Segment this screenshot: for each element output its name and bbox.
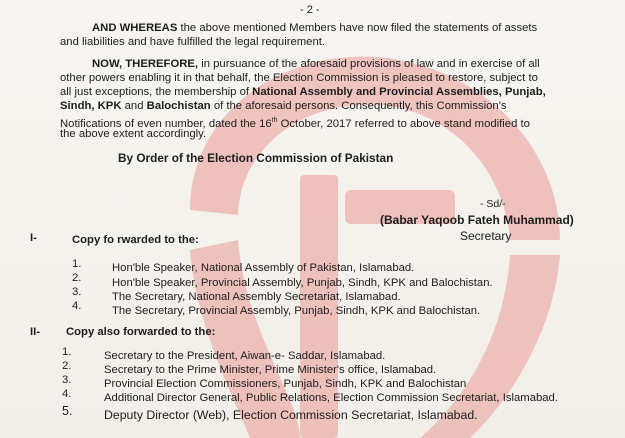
section1-item-1-num: 1. (72, 258, 82, 270)
section1-marker: I- (30, 232, 37, 244)
para1-line2: and liabilities and have fulfilled the legal requirement. (60, 36, 326, 48)
para1-lead: AND WHEREAS (92, 22, 178, 34)
section1-item-4: The Secretary, Provincial Assembly, Punjab, Sindh, KPK and Balochistan. (112, 305, 481, 317)
section1-item-1: Hon'ble Speaker, National Assembly of Pakistan, Islamabad. (112, 262, 415, 274)
section2-heading: Copy also forwarded to the: (66, 326, 216, 338)
order-line: By Order of the Election Commission of Pakistan (118, 151, 394, 165)
section2-marker: II- (30, 326, 41, 338)
section2-item-4: Additional Director General, Public Relations, Election Commission Secretariat, Islamabad. (104, 392, 558, 404)
section2-item-3: Provincial Election Commissioners, Punjab, Sindh, KPK and Balochistan (104, 378, 467, 390)
section2-item-2-num: 2. (62, 360, 72, 372)
page-number: - 2 - (300, 4, 320, 16)
signature-sd: - Sd/- (480, 198, 506, 210)
section2-item-5-num: 5. (62, 404, 73, 418)
section2-item-2: Secretary to the Prime Minister, Prime Minister's office, Islamabad. (104, 364, 437, 376)
section1-item-2: Hon'ble Speaker, Provincial Assembly, Punjab, Sindh, KPK and Balochistan. (112, 277, 493, 289)
section2-item-1: Secretary to the President, Aiwan-e- Saddar, Islamabad. (104, 350, 386, 362)
para2-line6: the above extent accordingly. (60, 128, 207, 140)
para2-line3: all just exceptions, the membership of National Assembly and Provincial Assemblies, Punjab, (60, 86, 546, 98)
section1-item-3: The Secretary, National Assembly Secretariat, Islamabad. (112, 291, 401, 303)
para1-line1: AND WHEREAS the above mentioned Members have now filed the statements of assets (92, 22, 538, 34)
section2-item-4-num: 4. (62, 388, 72, 400)
para2-line2: other powers enabling it in that behalf, the Election Commission is pleased to restore, subject to (60, 72, 538, 84)
para2-lead: NOW, THEREFORE, (92, 58, 199, 70)
section2-item-3-num: 3. (62, 374, 72, 386)
section1-item-2-num: 2. (72, 272, 82, 284)
signature-name: (Babar Yaqoob Fateh Muhammad) (380, 213, 574, 227)
para2-line4: Sindh, KPK and Balochistan of the aforesaid persons. Consequently, this Commission's (60, 100, 507, 112)
para2-line1: NOW, THEREFORE, in pursuance of the aforesaid provisions of law and in exercise of all (92, 58, 540, 70)
signature-title: Secretary (460, 229, 512, 243)
para2-line5: Notifications of even number, dated the 16th October, 2017 referred to above stand modified to (60, 117, 530, 130)
section1-item-3-num: 3. (72, 286, 82, 298)
section1-item-4-num: 4. (72, 300, 82, 312)
section2-item-1-num: 1. (62, 346, 72, 358)
section2-item-5: Deputy Director (Web), Election Commission Secretariat, Islamabad. (104, 408, 478, 422)
section1-heading: Copy fo rwarded to the: (72, 234, 199, 246)
